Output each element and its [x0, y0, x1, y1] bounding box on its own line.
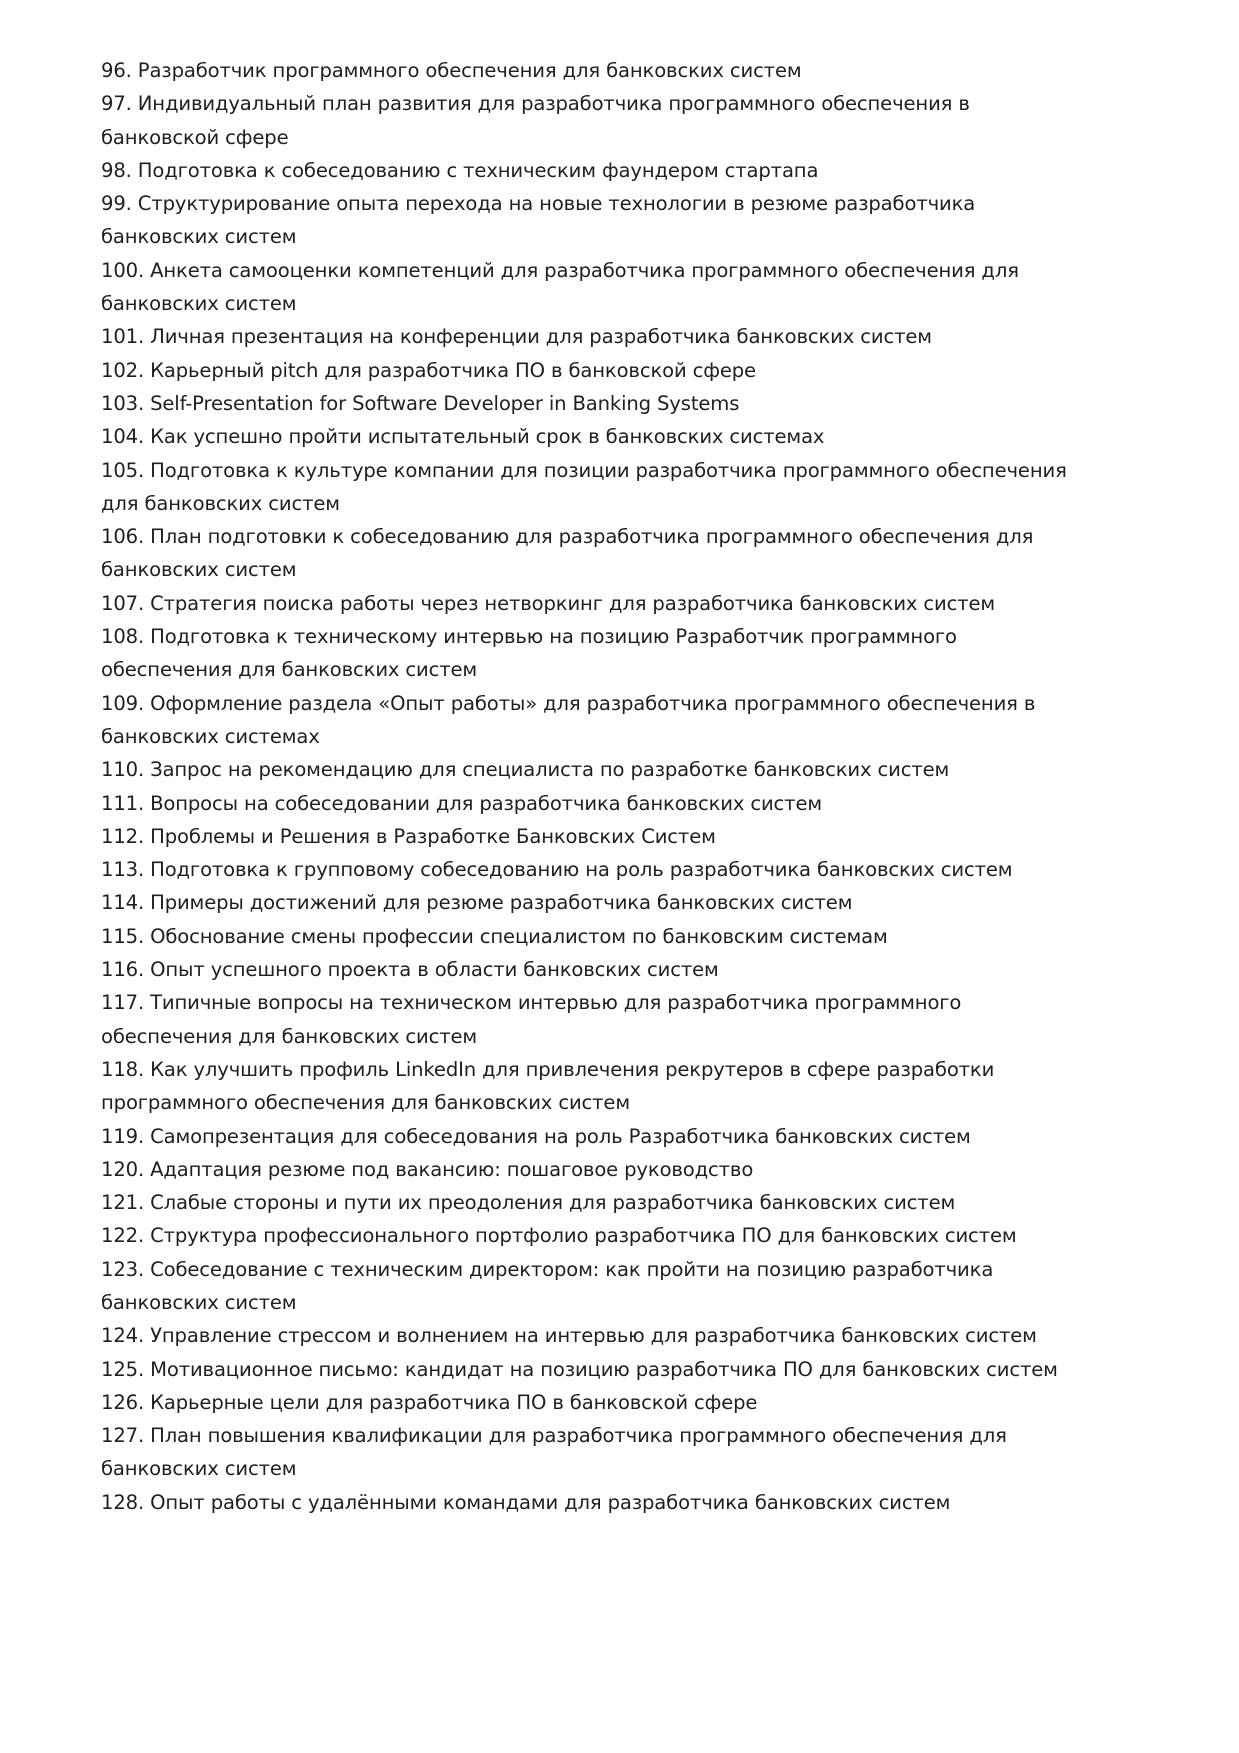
list-item-text-line: банковских систем: [101, 1457, 297, 1481]
list-item-text-line: 110. Запрос на рекомендацию для специалиста по разработке банковских систем: [101, 758, 950, 782]
list-item: [101, 953, 1141, 986]
list-item: [101, 820, 1141, 853]
list-item: [101, 1319, 1141, 1352]
list-item: [101, 986, 1141, 1053]
list-item-text-line: 127. План повышения квалификации для разработчика программного обеспечения для: [101, 1424, 1007, 1448]
list-item-text-line: 116. Опыт успешного проекта в области банковских систем: [101, 958, 719, 982]
list-item-text-line: обеспечения для банковских систем: [101, 1024, 478, 1048]
list-item: [101, 1153, 1141, 1186]
list-item-text-line: 96. Разработчик программного обеспечения для банковских систем: [101, 59, 802, 82]
list-item: [101, 753, 1141, 786]
list-item-text-line: 120. Адаптация резюме под вакансию: пошаговое руководство: [101, 1157, 754, 1181]
list-item-text-line: 119. Самопрезентация для собеседования на роль Разработчика банковских систем: [101, 1124, 971, 1148]
list-item-text-line: программного обеспечения для банковских систем: [101, 1091, 630, 1115]
list-item-text-line: банковских систем: [101, 292, 297, 316]
list-item: [101, 1219, 1141, 1252]
list-item-text-line: 99. Структурирование опыта перехода на новые технологии в резюме разработчика: [101, 192, 976, 216]
list-item-text-line: банковской сфере: [101, 125, 289, 149]
list-item: [101, 454, 1141, 521]
list-item: [101, 886, 1141, 919]
list-item-text-line: 125. Мотивационное письмо: кандидат на позицию разработчика ПО для банковских систем: [101, 1357, 1058, 1381]
list-item-text-line: 106. План подготовки к собеседованию для разработчика программного обеспечения для: [101, 525, 1034, 549]
list-item: [101, 87, 1141, 154]
list-item-text-line: банковских систем: [101, 225, 297, 249]
list-item-text-line: 124. Управление стрессом и волнением на интервью для разработчика банковских систем: [101, 1324, 1037, 1348]
list-item: [101, 54, 1141, 87]
list-item-text-line: 108. Подготовка к техническому интервью на позицию Разработчик программного: [101, 625, 957, 649]
list-item-text-line: 128. Опыт работы с удалёнными командами для разработчика банковских систем: [101, 1490, 951, 1514]
list-item-text-line: банковских систем: [101, 558, 297, 582]
list-item: [101, 1353, 1141, 1386]
list-item-text-line: банковских систем: [101, 1290, 297, 1314]
list-item-text-line: 109. Оформление раздела «Опыт работы» для разработчика программного обеспечения в: [101, 691, 1036, 715]
list-item-text-line: 115. Обоснование смены профессии специалистом по банковским системам: [101, 924, 888, 948]
list-item-text-line: 113. Подготовка к групповому собеседованию на роль разработчика банковских систем: [101, 858, 1013, 882]
list-item-text-line: 103. Self-Presentation for Software Developer in Banking Systems: [101, 391, 740, 415]
list-item: [101, 1253, 1141, 1320]
list-item-text-line: 105. Подготовка к культуре компании для позиции разработчика программного обеспечения: [101, 458, 1067, 482]
list-item: [101, 787, 1141, 820]
list-item-text-line: 126. Карьерные цели для разработчика ПО в банковской сфере: [101, 1390, 758, 1414]
list-item-text-line: 121. Слабые стороны и пути их преодоления для разработчика банковских систем: [101, 1191, 956, 1215]
document-page: [101, 54, 1141, 1519]
list-item: [101, 1486, 1141, 1519]
list-item-text-line: 117. Типичные вопросы на техническом интервью для разработчика программного: [101, 991, 962, 1015]
list-item-text-line: 104. Как успешно пройти испытательный срок в банковских системах: [101, 425, 825, 449]
list-item: [101, 187, 1141, 254]
list-item: [101, 920, 1141, 953]
list-item-text-line: 100. Анкета самооценки компетенций для разработчика программного обеспечения для: [101, 258, 1019, 282]
list-item: [101, 520, 1141, 587]
list-item-text-line: 107. Стратегия поиска работы через нетворкинг для разработчика банковских систем: [101, 591, 996, 615]
list-item-text-line: для банковских систем: [101, 491, 340, 515]
list-item-text-line: 118. Как улучшить профиль LinkedIn для привлечения рекрутеров в сфере разработки: [101, 1057, 995, 1081]
list-item: [101, 587, 1141, 620]
list-item-text-line: 101. Личная презентация на конференции для разработчика банковских систем: [101, 325, 932, 349]
list-item: [101, 1053, 1141, 1120]
list-item-text-line: 112. Проблемы и Решения в Разработке Банковских Систем: [101, 824, 716, 848]
list-item: [101, 1186, 1141, 1219]
list-item: [101, 687, 1141, 754]
list-item-text-line: 114. Примеры достижений для резюме разработчика банковских систем: [101, 891, 853, 915]
list-item-text-line: 122. Структура профессионального портфолио разработчика ПО для банковских систем: [101, 1224, 1017, 1248]
list-item-text-line: банковских системах: [101, 724, 320, 748]
list-item: [101, 154, 1141, 187]
list-item-text-line: обеспечения для банковских систем: [101, 658, 478, 682]
list-item: [101, 254, 1141, 321]
list-item: [101, 853, 1141, 886]
list-item: [101, 620, 1141, 687]
list-item: [101, 1120, 1141, 1153]
list-item: [101, 320, 1141, 353]
list-item-text-line: 102. Карьерный pitch для разработчика ПО в банковской сфере: [101, 358, 756, 382]
list-item-text-line: 111. Вопросы на собеседовании для разработчика банковских систем: [101, 791, 822, 815]
list-item-text-line: 97. Индивидуальный план развития для разработчика программного обеспечения в: [101, 92, 970, 116]
list-item: [101, 1419, 1141, 1486]
list-item: [101, 420, 1141, 453]
list-item: [101, 354, 1141, 387]
numbered-list: [101, 54, 1141, 1519]
list-item: [101, 1386, 1141, 1419]
list-item: [101, 387, 1141, 420]
list-item-text-line: 123. Собеседование с техническим директором: как пройти на позицию разработчика: [101, 1257, 994, 1281]
list-item-text-line: 98. Подготовка к собеседованию с техническим фаундером стартапа: [101, 158, 819, 182]
